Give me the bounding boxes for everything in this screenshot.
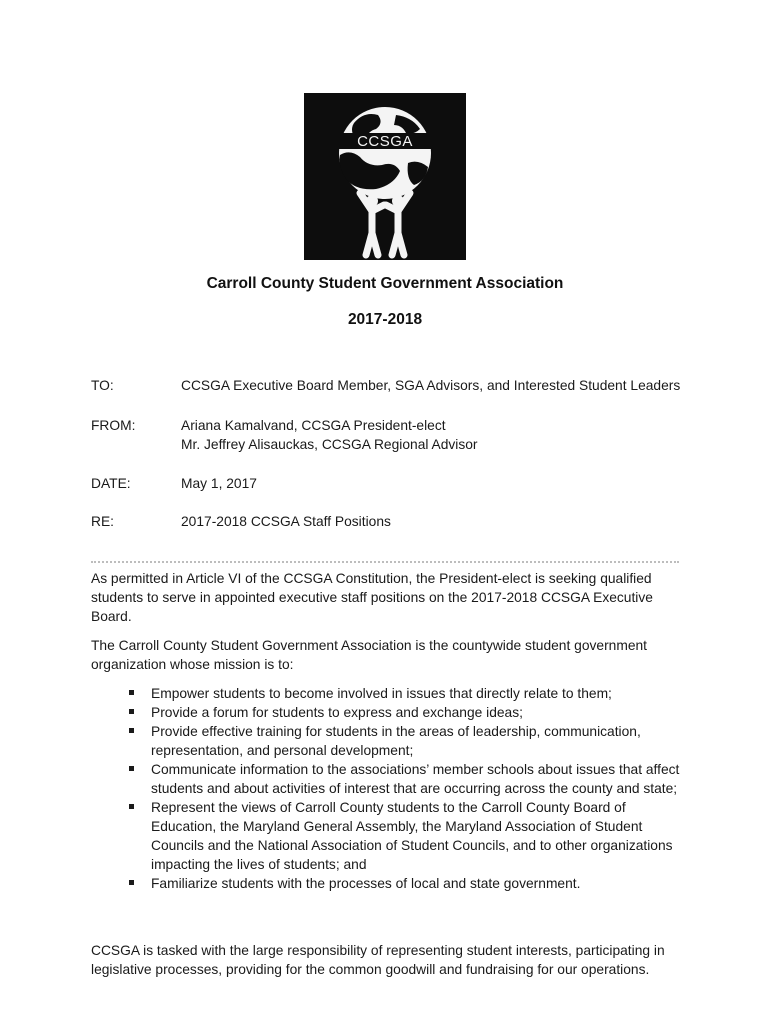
bullet-icon xyxy=(129,880,134,885)
memo-re-label: RE: xyxy=(91,514,114,529)
document-title: Carroll County Student Government Association xyxy=(206,275,564,292)
memo-to-value: CCSGA Executive Board Member, SGA Advisors, and Interested Student Leaders xyxy=(181,378,681,393)
bullet-icon xyxy=(129,690,134,695)
list-item xyxy=(91,798,681,874)
memo-re-value: 2017-2018 CCSGA Staff Positions xyxy=(181,514,391,529)
document-year: 2017-2018 xyxy=(347,311,423,328)
memo-from-label: FROM: xyxy=(91,418,136,433)
list-item xyxy=(91,722,681,760)
intro-paragraph: As permitted in Article VI of the CCSGA Constitution, the President-elect is seeking qualified students to serve in appointed executive staff positions on the 2017-2018 CCSGA Executive Board. xyxy=(91,571,653,624)
list-item-text: Provide a forum for students to express and exchange ideas; xyxy=(151,705,523,720)
list-item-text: Represent the views of Carroll County students to the Carroll County Board of Education, the Maryland General Assembly, the Maryland Association of Student Councils and the National Association of Student Councils, and to other organizations impacting the lives of students; and xyxy=(151,800,673,872)
list-item xyxy=(91,874,681,893)
memo-date-value: May 1, 2017 xyxy=(181,476,257,491)
responsibility-paragraph: CCSGA is tasked with the large responsibility of representing student interests, participating in legislative processes, providing for the common goodwill and fundraising for our operations. xyxy=(91,943,665,977)
mission-paragraph: The Carroll County Student Government Association is the countywide student government organization whose mission is to: xyxy=(91,638,648,672)
logo-text: CCSGA xyxy=(357,133,413,150)
list-item-text: Empower students to become involved in issues that directly relate to them; xyxy=(151,686,612,701)
bullet-icon xyxy=(129,766,134,771)
memo-to-label: TO: xyxy=(91,378,114,393)
memo-from-value-1: Ariana Kamalvand, CCSGA President-elect xyxy=(181,418,446,433)
dotted-divider xyxy=(91,561,679,563)
globe-figures-icon xyxy=(304,93,466,260)
bullet-icon xyxy=(129,709,134,714)
memo-date-label: DATE: xyxy=(91,476,131,491)
list-item xyxy=(91,684,681,703)
list-item-text: Communicate information to the associations’ member schools about issues that affect students and about activities of interest that are occurring across the county and state; xyxy=(151,762,680,796)
bullet-icon xyxy=(129,804,134,809)
list-item xyxy=(91,760,681,798)
mission-list xyxy=(91,684,681,893)
list-item-text: Familiarize students with the processes of local and state government. xyxy=(151,876,581,891)
bullet-icon xyxy=(129,728,134,733)
list-item-text: Provide effective training for students in the areas of leadership, communication, representation, and personal development; xyxy=(151,724,641,758)
memo-from-value-2: Mr. Jeffrey Alisauckas, CCSGA Regional Advisor xyxy=(181,437,478,452)
list-item xyxy=(91,703,681,722)
ccsga-logo xyxy=(304,93,466,260)
